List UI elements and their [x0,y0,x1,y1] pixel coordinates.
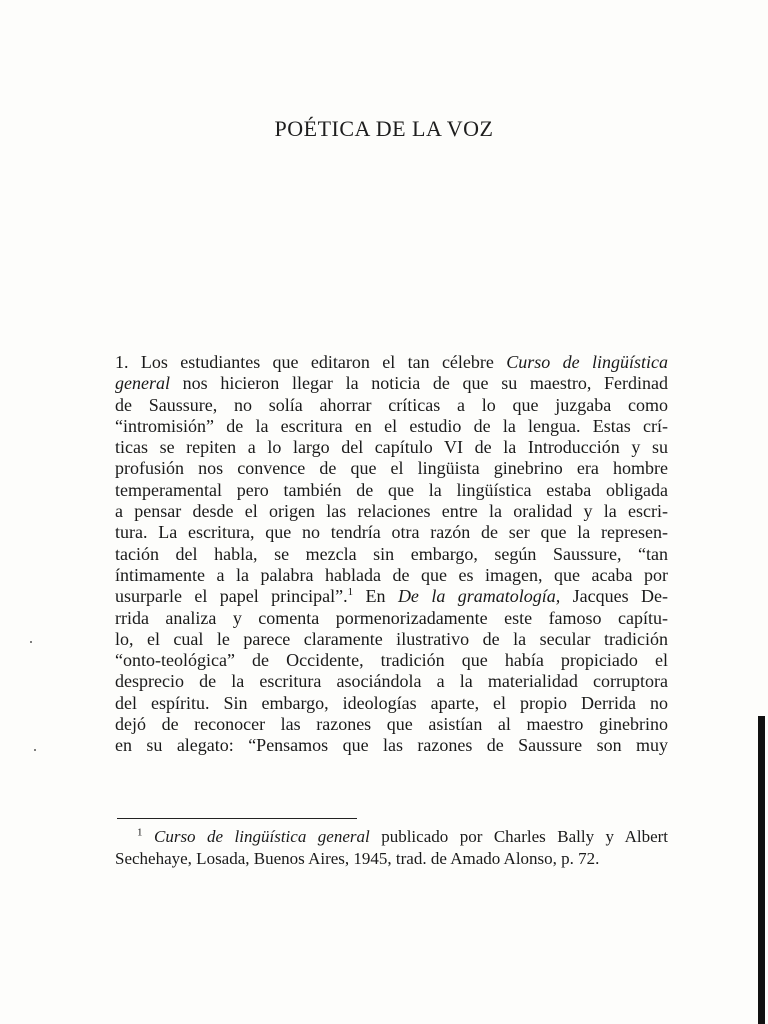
scan-speck [30,641,32,643]
text-line [115,714,668,735]
text-line [115,650,668,671]
footnote [115,826,668,870]
text-run: dejó de reconocer las razones que asistían al maestro ginebrino [115,714,668,735]
text-run: Jacques De- [560,586,669,607]
text-run: usurparle el papel principal”. [115,586,348,607]
footnote-text: publicado por Charles Bally y Albert [369,827,669,846]
text-line [115,735,668,756]
text-run: nos hicieron llegar la noticia de que su maestro, Ferdinad [169,373,668,394]
italic-title: De la gramatología, [397,586,561,607]
text-run: tación del habla, se mezcla sin embargo, según Saussure, “tan [115,543,668,564]
text-line [115,544,668,565]
text-run: rrida analiza y comenta pormenorizadamente este famoso capítu- [115,607,668,628]
italic-title: Curso de lingüística [506,352,668,372]
text-run: “intromisión” de la escritura en el estudio de la lengua. Estas crí- [115,415,668,436]
text-line [115,416,668,437]
italic-title: general [115,373,170,394]
text-run: a pensar desde el origen las relaciones entre la oralidad y la escri- [115,501,668,522]
text-line [115,671,668,692]
scan-speck [34,749,36,751]
scan-edge-shadow [758,716,765,1024]
text-run: temperamental pero también de que la lingüística estaba obligada [115,479,668,500]
text-run: en su alegato: “Pensamos que las razones de Saussure son muy [115,735,668,756]
text-run: En [353,586,398,607]
text-line [115,565,668,586]
text-line [115,608,668,629]
text-line [115,693,668,714]
footnote-divider [117,818,357,819]
text-line [115,586,668,607]
text-run: ticas se repiten a lo largo del capítulo VI de la Introducción y su [115,437,668,458]
footnote-book-title: Curso de lingüística general [153,827,370,846]
text-line [115,458,668,479]
text-line [115,437,668,458]
text-line [115,395,668,416]
page-title: POÉTICA DE LA VOZ [274,116,494,141]
text-line [115,480,668,501]
footnote-line: Sechehaye, Losada, Buenos Aires, 1945, trad. de Amado Alonso, p. 72. [115,849,600,868]
text-line [115,522,668,543]
text-run: desprecio de la escritura asociándola a la materialidad corruptora [115,671,668,692]
footnote-line [115,826,668,848]
text-run: de Saussure, no solía ahorrar críticas a lo que juzgaba como [115,394,668,415]
text-run: “onto-teológica” de Occidente, tradición que había propiciado el [115,650,668,671]
text-run: lo, el cual le parece claramente ilustrativo de la secular tradición [115,628,668,649]
text-line [115,373,668,394]
body-paragraph [115,352,668,757]
text-run: del espíritu. Sin embargo, ideologías aparte, el propio Derrida no [115,692,668,713]
text-run: profusión nos convence de que el lingüista ginebrino era hombre [115,458,668,479]
text-run: tura. La escritura, que no tendría otra razón de ser que la represen- [115,522,668,543]
text-run: íntimamente a la palabra hablada de que es imagen, que acaba por [115,564,668,585]
text-line [115,501,668,522]
footnote-reference: 1 [347,586,354,599]
footnote-marker: 1 [137,826,143,839]
text-line [115,352,668,373]
text-line [115,629,668,650]
text-run: 1. Los estudiantes que editaron el tan célebre [115,352,507,372]
